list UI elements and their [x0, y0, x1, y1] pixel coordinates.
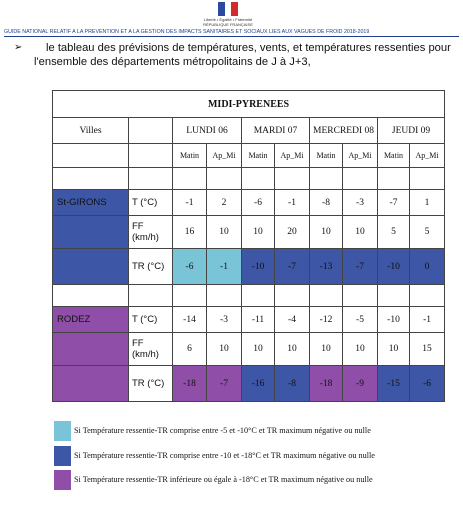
period-header: Matin: [173, 144, 207, 168]
t-value-cell: -3: [207, 307, 242, 333]
ff-value-cell: 10: [310, 333, 343, 366]
ff-value-cell: 16: [173, 216, 207, 249]
empty-cell: [173, 168, 207, 190]
empty-cell: [129, 285, 173, 307]
guide-title: GUIDE NATIONAL RELATIF A LA PREVENTION ET A LA GESTION DES IMPACTS SANITAIRES ET SOCIAUX LIES AUX VAGUES DE FROID 2018-2019: [4, 29, 459, 37]
t-value-cell: -11: [242, 307, 275, 333]
empty-cell: [173, 285, 207, 307]
table-row: [53, 190, 445, 216]
empty-cell: [242, 285, 275, 307]
tr-value-cell: -18: [310, 366, 343, 402]
tr-value-cell: -7: [275, 249, 310, 285]
ff-value-cell: 10: [207, 333, 242, 366]
t-value-cell: 2: [207, 190, 242, 216]
t-value-cell: -1: [173, 190, 207, 216]
legend-text: Si Température ressentie-TR comprise entre -10 et -18°C et TR maximum négative ou nulle: [74, 451, 375, 460]
period-header: Matin: [310, 144, 343, 168]
t-value-cell: -7: [378, 190, 410, 216]
city-color-cell: [53, 333, 129, 366]
empty-cell: [275, 168, 310, 190]
ff-value-cell: 20: [275, 216, 310, 249]
ff-value-cell: 5: [410, 216, 445, 249]
ff-value-cell: 15: [410, 333, 445, 366]
t-value-cell: -3: [343, 190, 378, 216]
period-header: Ap_Mi: [275, 144, 310, 168]
tr-value-cell: 0: [410, 249, 445, 285]
ff-value-cell: 10: [310, 216, 343, 249]
empty-cell: [207, 285, 242, 307]
period-header: Ap_Mi: [410, 144, 445, 168]
ff-value-cell: 6: [173, 333, 207, 366]
empty-cell: [310, 168, 343, 190]
table-row: [53, 216, 445, 249]
empty-cell: [378, 285, 410, 307]
forecast-table: [52, 90, 445, 402]
empty-cell: [343, 168, 378, 190]
bullet-arrow-icon: ➢: [14, 42, 23, 53]
ff-value-cell: 10: [275, 333, 310, 366]
table-row: [53, 333, 445, 366]
table-row: [53, 366, 445, 402]
t-value-cell: -10: [378, 307, 410, 333]
t-value-cell: -4: [275, 307, 310, 333]
period-header: Ap_Mi: [343, 144, 378, 168]
empty-cell: [129, 144, 173, 168]
row-label-t: T (°C): [129, 307, 173, 333]
logo-republique: RÉPUBLIQUE FRANÇAISE: [203, 22, 253, 27]
period-header: Matin: [242, 144, 275, 168]
row-label-ff: FF (km/h): [129, 333, 173, 366]
tr-value-cell: -15: [378, 366, 410, 402]
empty-cell: [129, 168, 173, 190]
empty-cell: [275, 285, 310, 307]
t-value-cell: -8: [310, 190, 343, 216]
region-title: MIDI-PYRENEES: [53, 91, 445, 118]
row-label-ff: FF (km/h): [129, 216, 173, 249]
intro-line-1: le tableau des prévisions de températures, vents, et températures ressenties pour: [46, 42, 451, 54]
tr-value-cell: -1: [207, 249, 242, 285]
empty-cell: [410, 285, 445, 307]
intro-line-2: l'ensemble des départements métropolitains de J à J+3,: [34, 56, 311, 68]
row-label-tr: TR (°C): [129, 366, 173, 402]
empty-cell: [242, 168, 275, 190]
city-name: St-GIRONS: [53, 190, 129, 216]
t-value-cell: -12: [310, 307, 343, 333]
period-header: Matin: [378, 144, 410, 168]
ff-value-cell: 10: [242, 333, 275, 366]
logo-motto: Liberté • Égalité • Fraternité: [203, 17, 253, 22]
villes-header: Villes: [53, 118, 129, 144]
row-label-tr: TR (°C): [129, 249, 173, 285]
city-color-cell: [53, 249, 129, 285]
ff-value-cell: 10: [242, 216, 275, 249]
republique-francaise-logo: [200, 2, 256, 28]
table-row: [53, 249, 445, 285]
empty-header: [129, 118, 173, 144]
legend-swatch: [54, 470, 71, 490]
city-name: RODEZ: [53, 307, 129, 333]
day-header: MERCREDI 08: [310, 118, 378, 144]
t-value-cell: -1: [410, 307, 445, 333]
tr-value-cell: -6: [173, 249, 207, 285]
ff-value-cell: 10: [343, 333, 378, 366]
empty-cell: [53, 285, 129, 307]
ff-value-cell: 10: [343, 216, 378, 249]
empty-cell: [378, 168, 410, 190]
ff-value-cell: 5: [378, 216, 410, 249]
day-header: MARDI 07: [242, 118, 310, 144]
t-value-cell: 1: [410, 190, 445, 216]
day-header: LUNDI 06: [173, 118, 242, 144]
t-value-cell: -6: [242, 190, 275, 216]
legend-text: Si Température ressentie-TR comprise entre -5 et -10°C et TR maximum négative ou nulle: [74, 426, 371, 435]
empty-cell: [207, 168, 242, 190]
t-value-cell: -1: [275, 190, 310, 216]
t-value-cell: -14: [173, 307, 207, 333]
tr-value-cell: -6: [410, 366, 445, 402]
tr-value-cell: -13: [310, 249, 343, 285]
tr-value-cell: -9: [343, 366, 378, 402]
day-header: JEUDI 09: [378, 118, 445, 144]
tr-value-cell: -7: [207, 366, 242, 402]
period-header: Ap_Mi: [207, 144, 242, 168]
tr-value-cell: -8: [275, 366, 310, 402]
t-value-cell: -5: [343, 307, 378, 333]
tr-value-cell: -7: [343, 249, 378, 285]
row-label-t: T (°C): [129, 190, 173, 216]
city-color-cell: [53, 216, 129, 249]
city-color-cell: [53, 366, 129, 402]
legend-swatch: [54, 446, 71, 466]
ff-value-cell: 10: [207, 216, 242, 249]
empty-cell: [53, 144, 129, 168]
legend-swatch: [54, 421, 71, 441]
french-flag-icon: [218, 2, 238, 16]
empty-cell: [343, 285, 378, 307]
ff-value-cell: 10: [378, 333, 410, 366]
empty-cell: [310, 285, 343, 307]
empty-cell: [410, 168, 445, 190]
empty-cell: [53, 168, 129, 190]
tr-value-cell: -16: [242, 366, 275, 402]
tr-value-cell: -10: [242, 249, 275, 285]
tr-value-cell: -10: [378, 249, 410, 285]
table-row: [53, 307, 445, 333]
tr-value-cell: -18: [173, 366, 207, 402]
legend-text: Si Température ressentie-TR inférieure ou égale à -18°C et TR maximum négative ou nulle: [74, 475, 373, 484]
